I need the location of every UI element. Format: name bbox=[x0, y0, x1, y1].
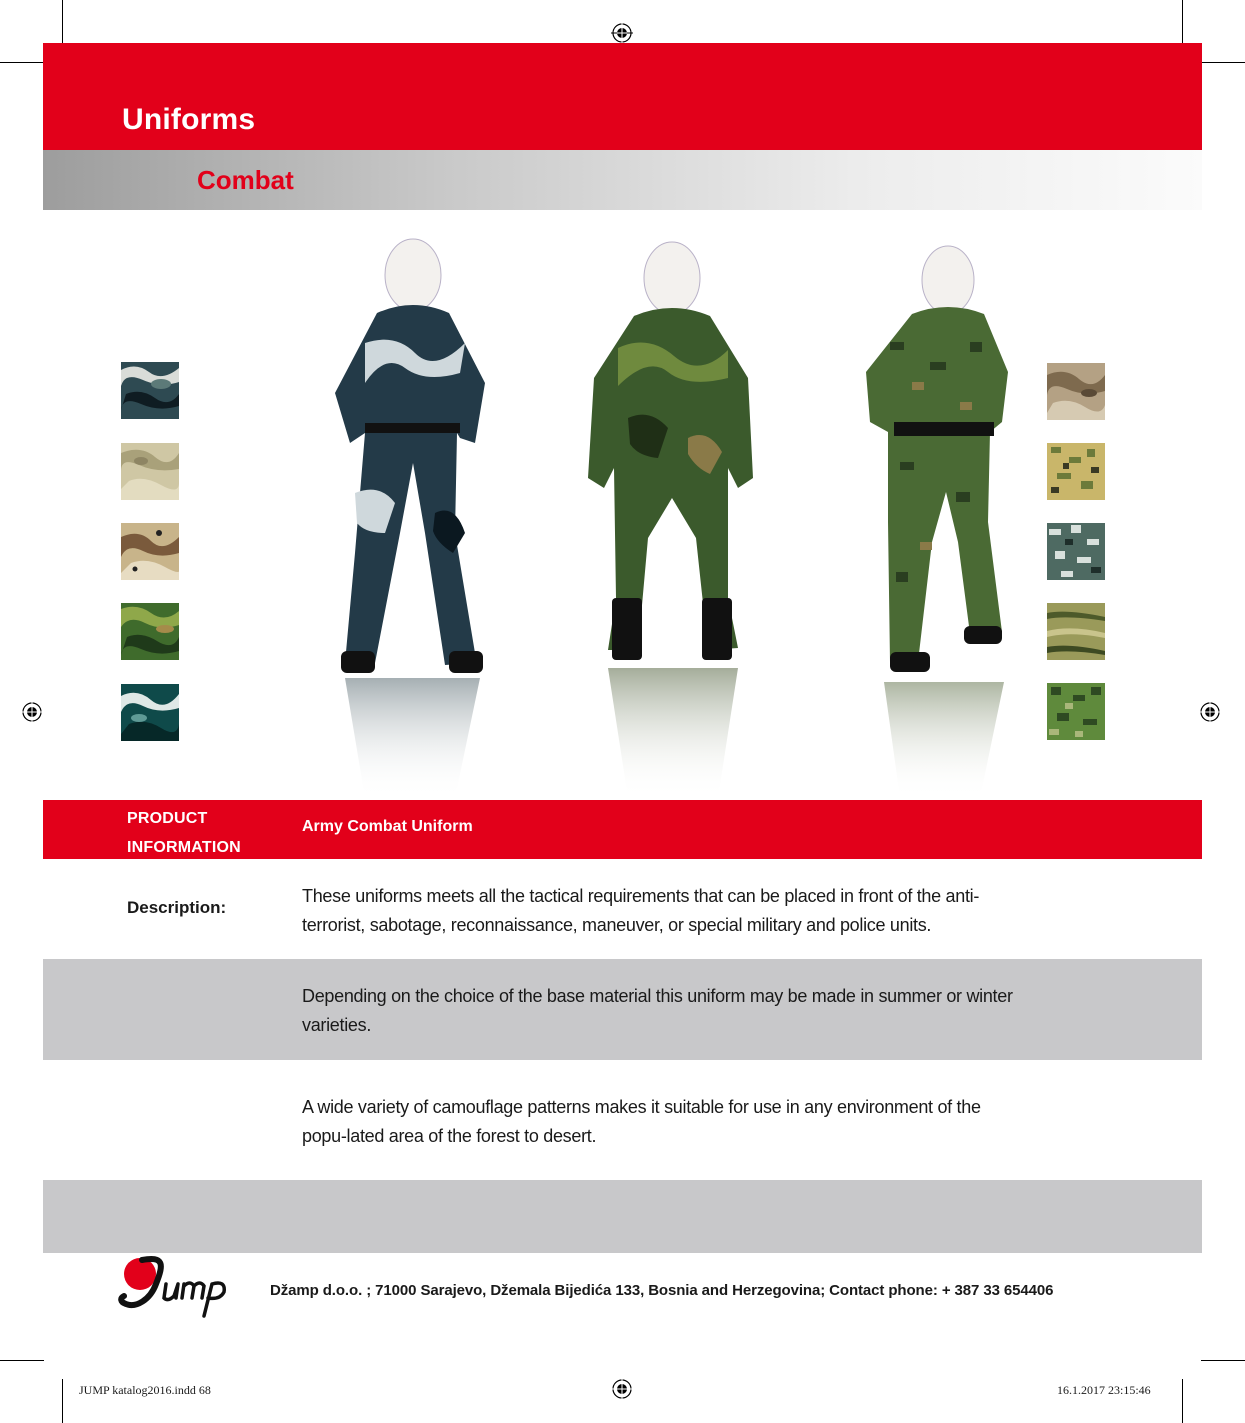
model-digital-woodland-uniform bbox=[860, 242, 1010, 798]
crop-mark bbox=[1182, 0, 1183, 44]
registration-mark-icon bbox=[21, 701, 43, 723]
print-slug-timestamp: 16.1.2017 23:15:46 bbox=[1057, 1383, 1151, 1397]
crop-mark bbox=[1182, 1379, 1183, 1423]
registration-mark-icon bbox=[611, 22, 633, 44]
desert-chocolate-chip-camo-swatch bbox=[121, 523, 179, 580]
print-slug-file: JUMP katalog2016.indd 68 bbox=[79, 1383, 211, 1397]
digital-desert-camo-swatch bbox=[1047, 443, 1105, 500]
bottom-shaded-band bbox=[43, 1180, 1202, 1253]
crop-mark bbox=[0, 62, 44, 63]
woodland-blue-camo-swatch bbox=[121, 362, 179, 419]
crop-mark bbox=[62, 0, 63, 44]
model-blue-camo-uniform bbox=[325, 233, 500, 798]
description-paragraph-2: Depending on the choice of the base material this uniform may be made in summer or winter varieties. bbox=[302, 986, 1013, 1035]
desert-tan-camo-swatch bbox=[1047, 363, 1105, 420]
section-title: Uniforms bbox=[122, 103, 256, 136]
product-info-label-line2: INFORMATION bbox=[127, 839, 241, 856]
crop-mark bbox=[62, 1379, 63, 1423]
crop-mark bbox=[1201, 1360, 1245, 1361]
desert-light-camo-swatch bbox=[121, 443, 179, 500]
crop-mark bbox=[1201, 62, 1245, 63]
description-paragraph-3: A wide variety of camouflage patterns makes it suitable for use in any environment of the popu-lated area of the forest to desert. bbox=[302, 1097, 981, 1146]
registration-mark-icon bbox=[1199, 701, 1221, 723]
marine-blue-camo-swatch bbox=[121, 684, 179, 741]
digital-woodland-camo-swatch bbox=[1047, 683, 1105, 740]
description-paragraph-1: These uniforms meets all the tactical requirements that can be placed in front of the anti-terrorist, sabotage, reconnaissance, maneuver, or special military and police units. bbox=[302, 886, 980, 935]
model-woodland-uniform bbox=[578, 238, 763, 798]
crop-mark bbox=[0, 1360, 44, 1361]
digital-urban-camo-swatch bbox=[1047, 523, 1105, 580]
registration-mark-icon bbox=[611, 1378, 633, 1400]
description-label: Description: bbox=[127, 898, 227, 917]
subsection-title: Combat bbox=[197, 165, 294, 195]
jump-logo bbox=[118, 1254, 260, 1318]
tiger-stripe-camo-swatch bbox=[1047, 603, 1105, 660]
product-info-label-line1: PRODUCT bbox=[127, 810, 208, 827]
product-name: Army Combat Uniform bbox=[302, 818, 473, 835]
product-info-label bbox=[127, 804, 241, 862]
company-contact: Džamp d.o.o. ; 71000 Sarajevo, Džemala Bijedića 133, Bosnia and Herzegovina; Contact phone: + 387 33 654406 bbox=[270, 1282, 1054, 1299]
woodland-green-camo-swatch bbox=[121, 603, 179, 660]
